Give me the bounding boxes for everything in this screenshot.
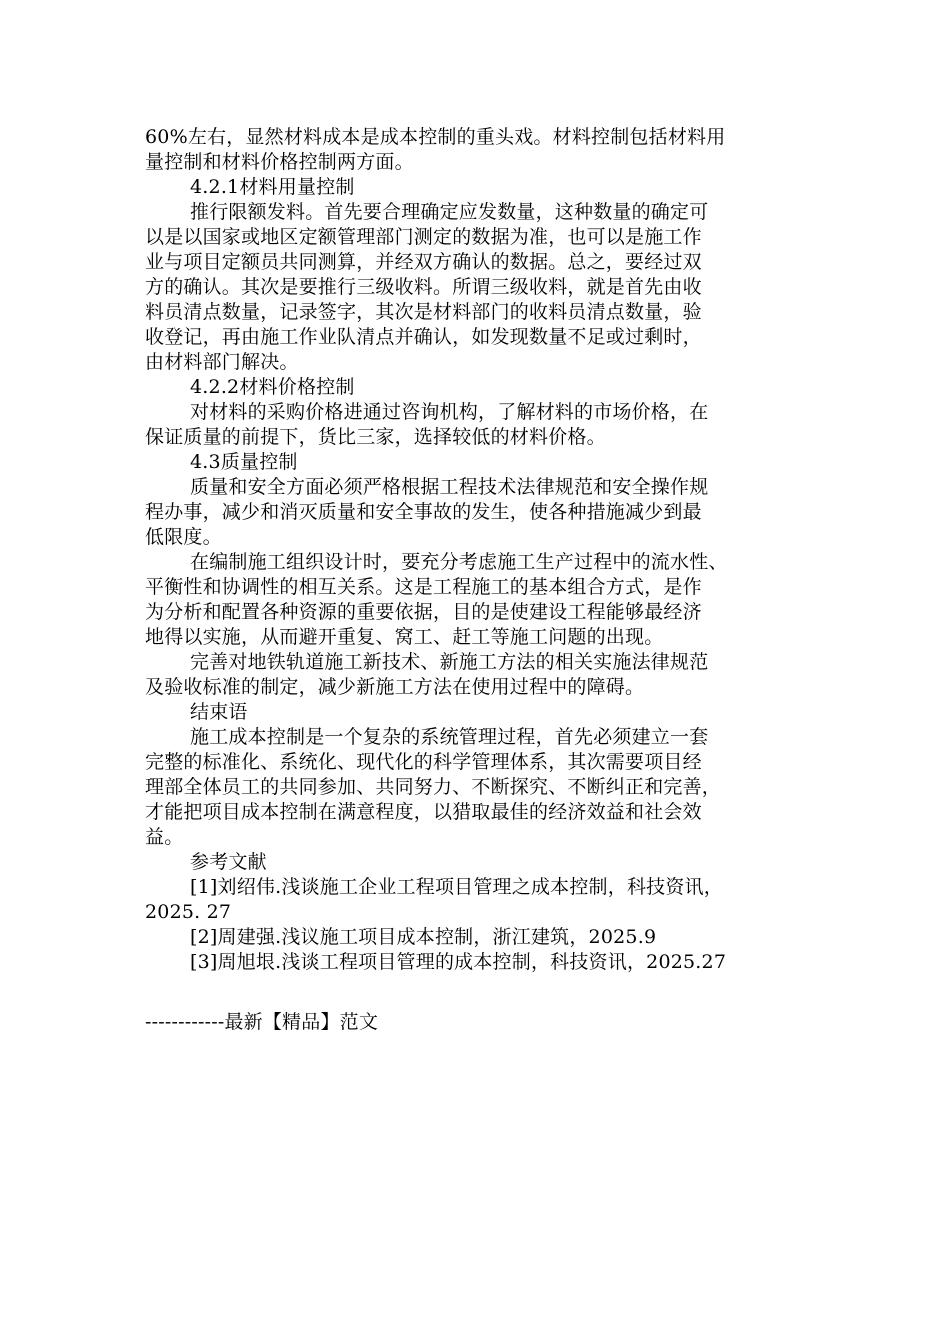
- body-line: 理部全体员工的共同参加、共同努力、不断探究、不断纠正和完善，: [145, 776, 722, 798]
- body-line: 才能把项目成本控制在满意程度，以猎取最佳的经济效益和社会效: [145, 801, 702, 823]
- reference-item: [1]刘绍伟.浅谈施工企业工程项目管理之成本控制，科技资讯，: [190, 876, 723, 898]
- body-line: 60%左右，显然材料成本是成本控制的重头戏。材料控制包括材料用: [145, 126, 726, 148]
- body-line: 量控制和材料价格控制两方面。: [145, 151, 414, 173]
- reference-item-continued: 2025. 27: [145, 901, 232, 923]
- body-line: 由材料部门解决。: [145, 351, 299, 373]
- body-line: 低限度。: [145, 526, 222, 548]
- paragraph-line: 推行限额发料。首先要合理确定应发数量，这种数量的确定可: [190, 201, 709, 223]
- paragraph-line: 施工成本控制是一个复杂的系统管理过程，首先必须建立一套: [190, 726, 709, 748]
- paragraph-line: 对材料的采购价格进通过咨询机构，了解材料的市场价格，在: [190, 401, 709, 423]
- paragraph-line: 在编制施工组织设计时，要充分考虑施工生产过程中的流水性、: [190, 551, 728, 573]
- body-line: 业与项目定额员共同测算，并经双方确认的数据。总之，要经过双: [145, 251, 702, 273]
- footer-text: ------------最新【精品】范文: [145, 1011, 379, 1033]
- body-line: 保证质量的前提下，货比三家，选择较低的材料价格。: [145, 426, 606, 448]
- spacer: [145, 975, 810, 1010]
- body-line: 平衡性和协调性的相互关系。这是工程施工的基本组合方式，是作: [145, 576, 702, 598]
- body-line: 及验收标准的制定，减少新施工方法在使用过程中的障碍。: [145, 676, 645, 698]
- section-heading-4-2-2: 4.2.2材料价格控制: [190, 376, 355, 398]
- body-line: 料员清点数量，记录签字，其次是材料部门的收料员清点数量，验: [145, 301, 702, 323]
- body-line: 收登记，再由施工作业队清点并确认，如发现数量不足或过剩时，: [145, 326, 702, 348]
- section-heading-conclusion: 结束语: [190, 701, 248, 723]
- body-line: 程办事，减少和消灭质量和安全事故的发生，使各种措施减少到最: [145, 501, 702, 523]
- body-line: 为分析和配置各种资源的重要依据，目的是使建设工程能够最经济: [145, 601, 702, 623]
- document-body: [145, 125, 810, 1035]
- section-heading-references: 参考文献: [190, 851, 267, 873]
- reference-item: [3]周旭垠.浅谈工程项目管理的成本控制，科技资讯，2025.27: [190, 951, 727, 973]
- body-line: 地得以实施，从而避开重复、窝工、赶工等施工问题的出现。: [145, 626, 664, 648]
- section-heading-4-2-1: 4.2.1材料用量控制: [190, 176, 355, 198]
- section-heading-4-3: 4.3质量控制: [190, 451, 298, 473]
- body-line: 完整的标准化、系统化、现代化的科学管理体系，其次需要项目经: [145, 751, 702, 773]
- body-line: 益。: [145, 826, 184, 848]
- body-line: 方的确认。其次是要推行三级收料。所谓三级收料，就是首先由收: [145, 276, 702, 298]
- paragraph-line: 质量和安全方面必须严格根据工程技术法律规范和安全操作规: [190, 476, 709, 498]
- paragraph-line: 完善对地铁轨道施工新技术、新施工方法的相关实施法律规范: [190, 651, 709, 673]
- reference-item: [2]周建强.浅议施工项目成本控制，浙江建筑，2025.9: [190, 926, 657, 948]
- body-line: 以是以国家或地区定额管理部门测定的数据为准，也可以是施工作: [145, 226, 702, 248]
